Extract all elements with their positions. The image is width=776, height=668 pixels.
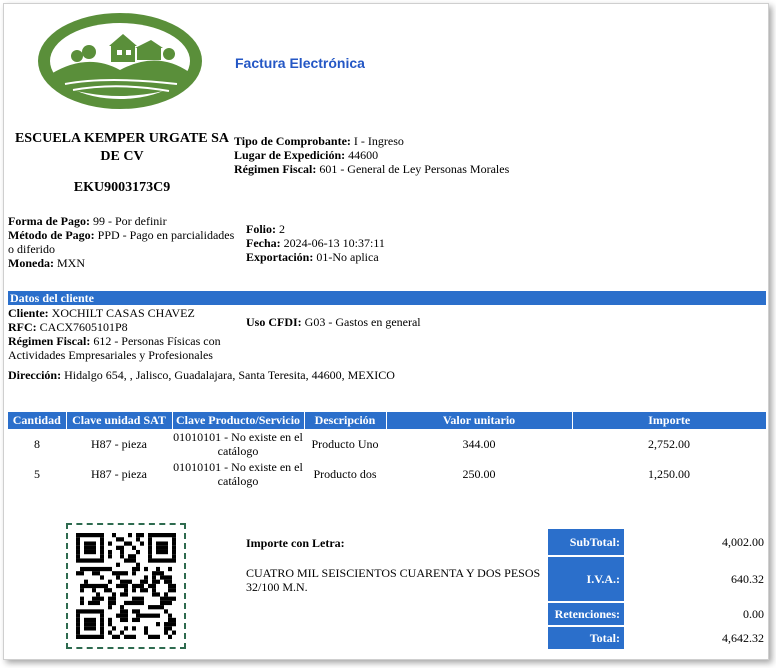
pago-info: Forma de Pago: 99 - Por definir Método de Pago: PPD - Pago en parcialidades o diferido Moneda: MXN — [8, 214, 235, 270]
client-address: Dirección: Hidalgo 654, , Jalisco, Guadalajara, Santa Teresita, 44600, MEXICO — [8, 368, 395, 382]
cell-clave: 01010101 - No existe en el catálogo — [173, 430, 303, 458]
importe-letra-text: CUATRO MIL SEISCIENTOS CUARENTA Y DOS PESOS 32/100 M.N. — [246, 566, 541, 594]
issuer-name: ESCUELA KEMPER URGATE SA DE CV — [14, 131, 230, 164]
column-header: Valor unitario — [386, 412, 572, 429]
cell-valor: 250.00 — [462, 467, 496, 481]
table-row — [8, 429, 766, 459]
client-regimen: 612 - Personas Físicas con Actividades Empresariales y Profesionales — [8, 334, 221, 362]
cell-importe: 1,250.00 — [648, 467, 690, 481]
cell-unidad: H87 - pieza — [91, 467, 147, 481]
farm-house-logo — [37, 12, 203, 110]
column-header: Clave Producto/Servicio — [172, 412, 304, 429]
total-label: Total: — [548, 627, 624, 649]
client-name: XOCHILT CASAS CHAVEZ — [51, 306, 195, 320]
forma-pago: 99 - Por definir — [92, 214, 167, 228]
exportacion: 01-No aplica — [316, 250, 379, 264]
items-table — [8, 412, 766, 489]
column-header: Clave unidad SAT — [66, 412, 172, 429]
qr-code — [76, 533, 176, 639]
iva-value: 640.32 — [731, 572, 764, 586]
cell-clave: 01010101 - No existe en el catálogo — [173, 460, 303, 488]
client-section-header: Datos del cliente — [8, 291, 766, 305]
column-header: Descripción — [304, 412, 386, 429]
cell-unidad: H87 - pieza — [91, 437, 147, 451]
cell-descripcion: Producto dos — [313, 467, 377, 481]
qr-code-frame — [66, 523, 186, 649]
metodo-pago: PPD - Pago en parcialidades o diferido — [8, 228, 235, 256]
uso-cfdi: Uso CFDI: G03 - Gastos en general — [246, 315, 421, 329]
lugar-expedicion: 44600 — [348, 148, 379, 162]
cell-cantidad: 8 — [34, 437, 40, 451]
client-rfc: CACX7605101P8 — [39, 320, 128, 334]
tipo-comprobante: I - Ingreso — [353, 134, 404, 148]
items-header-row — [8, 412, 766, 429]
invoice-page — [3, 3, 769, 660]
table-row — [8, 459, 766, 489]
column-header: Cantidad — [8, 412, 66, 429]
importe-letra-label: Importe con Letra: — [246, 536, 345, 550]
fecha: 2024-06-13 10:37:11 — [283, 236, 385, 250]
subtotal-value: 4,002.00 — [722, 535, 764, 549]
retenciones-label: Retenciones: — [548, 603, 624, 625]
iva-label: I.V.A.: — [548, 557, 624, 601]
cell-descripcion: Producto Uno — [311, 437, 379, 451]
folio: 2 — [279, 222, 285, 236]
cell-cantidad: 5 — [34, 467, 40, 481]
column-header: Importe — [572, 412, 766, 429]
cell-valor: 344.00 — [462, 437, 496, 451]
cell-importe: 2,752.00 — [648, 437, 690, 451]
moneda: MXN — [57, 256, 86, 270]
subtotal-label: SubTotal: — [548, 529, 624, 555]
document-title: Factura Electrónica — [235, 55, 365, 71]
comprobante-info: Tipo de Comprobante: I - Ingreso Lugar de Expedición: 44600 Régimen Fiscal: 601 - General de Ley Personas Morales — [234, 134, 510, 176]
retenciones-value: 0.00 — [743, 607, 764, 621]
regimen-fiscal-emisor: 601 - General de Ley Personas Morales — [319, 162, 510, 176]
folio-info: Folio: 2 Fecha: 2024-06-13 10:37:11 Exportación: 01-No aplica — [246, 222, 385, 264]
total-value: 4,642.32 — [722, 631, 764, 645]
client-info: Cliente: XOCHILT CASAS CHAVEZ RFC: CACX7605101P8 Régimen Fiscal: 612 - Personas Físicas con Actividades Empresariales y Profesionales — [8, 306, 221, 362]
issuer-rfc: EKU9003173C9 — [73, 180, 171, 195]
